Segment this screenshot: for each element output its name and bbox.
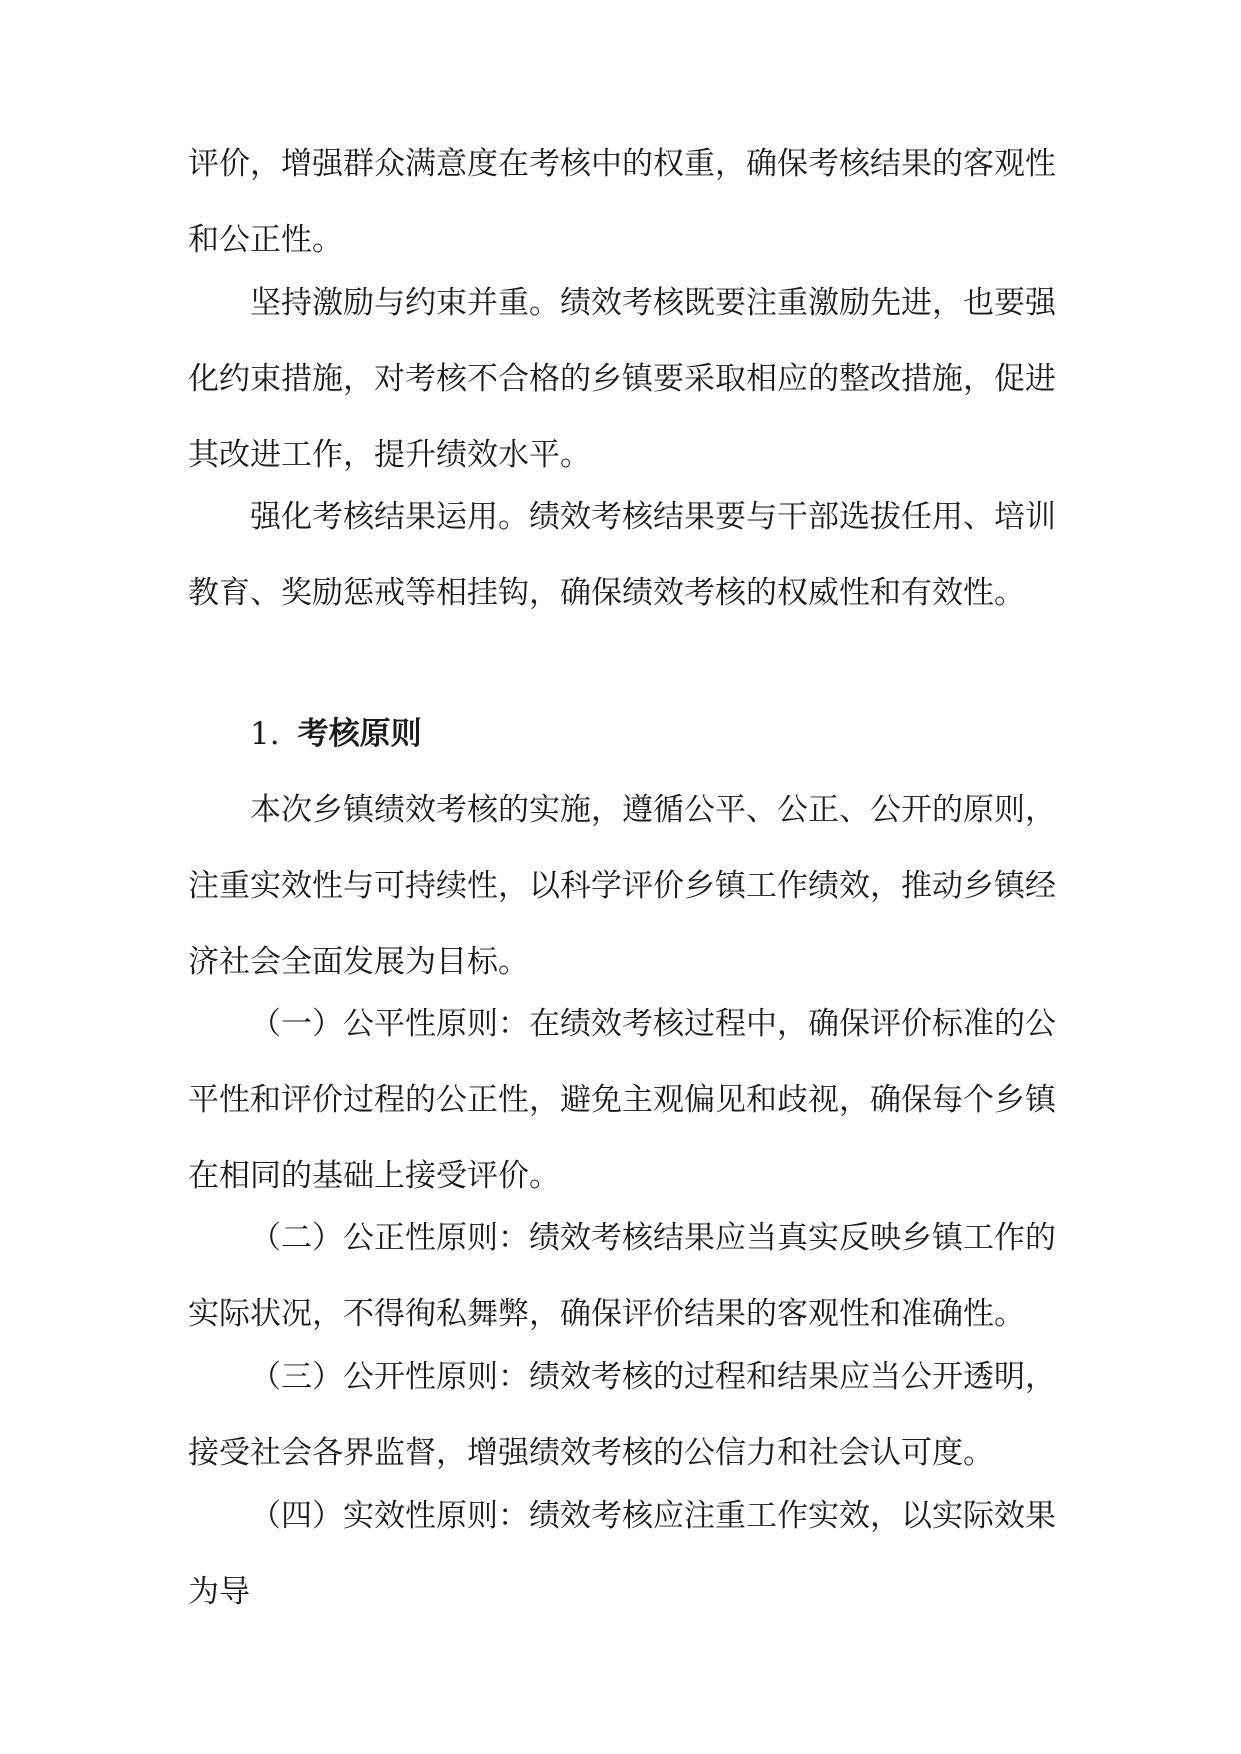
paragraph-continuation: 评价，增强群众满意度在考核中的权重，确保考核结果的客观性和公正性。	[188, 146, 1056, 258]
paragraph-effectiveness-principle: （四）实效性原则：绩效考核应注重工作实效，以实际效果为导	[188, 1498, 1056, 1610]
paragraph-result-application: 强化考核结果运用。绩效考核结果要与干部选拔任用、培训教育、奖励惩戒等相挂钩，确保绩效考核的权威性和有效性。	[188, 499, 1056, 611]
paragraph-principles-intro: 本次乡镇绩效考核的实施，遵循公平、公正、公开的原则，注重实效性与可持续性，以科学评价乡镇工作绩效，推动乡镇经济社会全面发展为目标。	[188, 792, 1056, 980]
section-number: 1.	[250, 716, 280, 752]
paragraph-incentive-constraint: 坚持激励与约束并重。绩效考核既要注重激励先进，也要强化约束措施，对考核不合格的乡镇要采取相应的整改措施，促进其改进工作，提升绩效水平。	[188, 285, 1056, 473]
paragraph-openness-principle: （三）公开性原则：绩效考核的过程和结果应当公开透明，接受社会各界监督，增强绩效考核的公信力和社会认可度。	[188, 1359, 1056, 1471]
section-heading	[250, 712, 422, 756]
paragraph-fairness-principle: （一）公平性原则：在绩效考核过程中，确保评价标准的公平性和评价过程的公正性，避免主观偏见和歧视，确保每个乡镇在相同的基础上接受评价。	[188, 1006, 1056, 1194]
section-title: 考核原则	[297, 716, 422, 752]
paragraph-impartiality-principle: （二）公正性原则：绩效考核结果应当真实反映乡镇工作的实际状况，不得徇私舞弊，确保评价结果的客观性和准确性。	[188, 1220, 1056, 1332]
